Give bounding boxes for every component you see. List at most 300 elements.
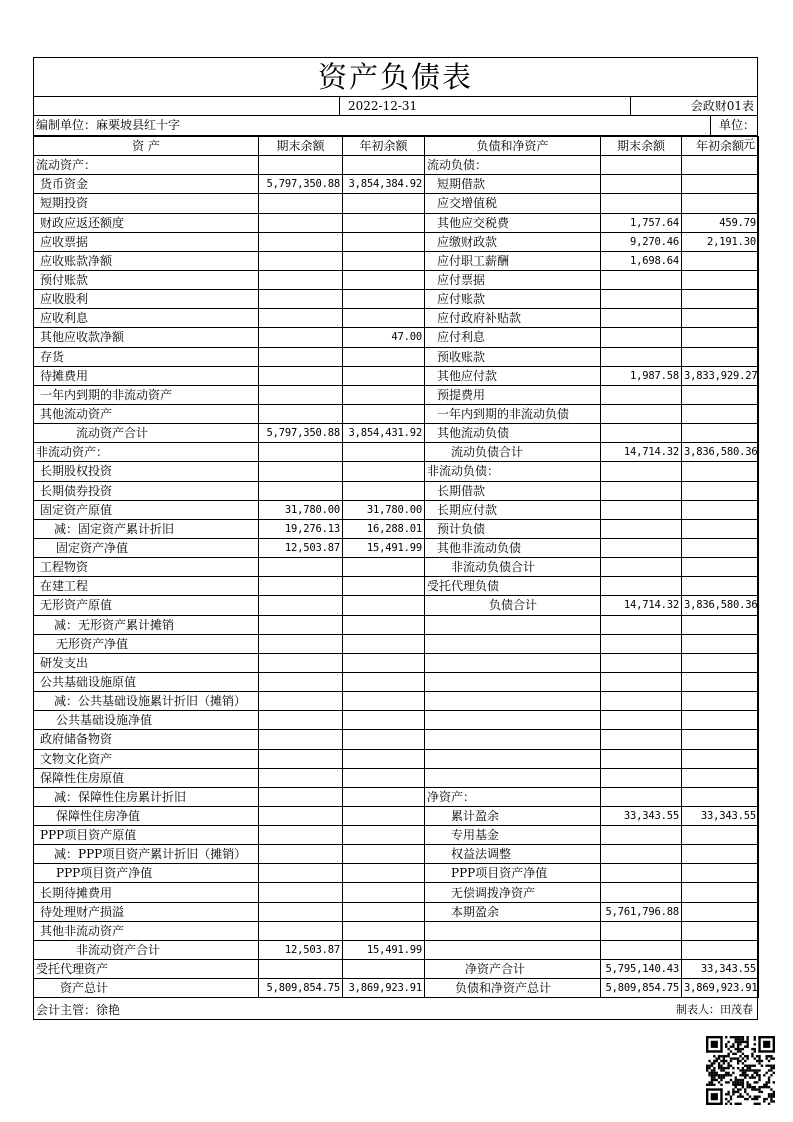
liability-item-label: 本期盈余 xyxy=(425,902,601,921)
amount-cell xyxy=(343,845,425,864)
table-row xyxy=(34,385,759,404)
asset-item-label: 无形资产净值 xyxy=(34,634,259,653)
asset-item-label: 一年内到期的非流动资产 xyxy=(34,385,259,404)
amount-cell xyxy=(682,577,759,596)
asset-item-label: 受托代理资产 xyxy=(34,960,259,979)
amount-cell: 12,503.87 xyxy=(259,538,343,557)
table-row xyxy=(34,538,759,557)
liability-item-label: 应付票据 xyxy=(425,270,601,289)
amount-cell xyxy=(682,768,759,787)
amount-cell xyxy=(601,290,682,309)
amount-cell xyxy=(601,175,682,194)
amount-cell xyxy=(343,864,425,883)
liability-item-label: 预计负债 xyxy=(425,519,601,538)
asset-item-label: 待处理财产损溢 xyxy=(34,902,259,921)
table-row xyxy=(34,481,759,500)
liability-item-label: 长期借款 xyxy=(425,481,601,500)
amount-cell: 1,698.64 xyxy=(601,251,682,270)
amount-cell xyxy=(259,902,343,921)
liability-item-label: 应付政府补贴款 xyxy=(425,309,601,328)
table-row xyxy=(34,500,759,519)
asset-item-label: 资产总计 xyxy=(34,979,259,998)
amount-cell xyxy=(259,328,343,347)
amount-cell xyxy=(682,194,759,213)
column-header: 年初余额 xyxy=(682,137,759,156)
amount-cell: 3,833,929.27 xyxy=(682,366,759,385)
asset-item-label: 固定资产原值 xyxy=(34,500,259,519)
amount-cell xyxy=(601,768,682,787)
table-row xyxy=(34,826,759,845)
liability-item-label: 专用基金 xyxy=(425,826,601,845)
amount-cell xyxy=(682,385,759,404)
table-row xyxy=(34,290,759,309)
liability-item-label xyxy=(425,921,601,940)
liability-item-label xyxy=(425,768,601,787)
amount-cell xyxy=(343,711,425,730)
amount-cell: 2,191.30 xyxy=(682,232,759,251)
amount-cell xyxy=(682,251,759,270)
form-code: 会政财01表 xyxy=(690,99,754,113)
asset-item-label: 保障性住房原值 xyxy=(34,768,259,787)
liability-item-label: 流动负债合计 xyxy=(425,443,601,462)
amount-cell: 3,869,923.91 xyxy=(682,979,759,998)
asset-item-label: 其他非流动资产 xyxy=(34,921,259,940)
amount-cell xyxy=(343,481,425,500)
unit-label: 单位：元 xyxy=(718,118,755,151)
amount-cell xyxy=(601,538,682,557)
liability-item-label: 流动负债： xyxy=(425,156,601,175)
asset-item-label: 工程物资 xyxy=(34,558,259,577)
asset-item-label: 应收股利 xyxy=(34,290,259,309)
table-row xyxy=(34,749,759,768)
amount-cell xyxy=(682,692,759,711)
amount-cell xyxy=(343,672,425,691)
amount-cell xyxy=(259,309,343,328)
amount-cell xyxy=(259,711,343,730)
amount-cell xyxy=(601,424,682,443)
amount-cell xyxy=(601,692,682,711)
amount-cell xyxy=(259,653,343,672)
amount-cell xyxy=(259,213,343,232)
amount-cell xyxy=(259,481,343,500)
liability-item-label: PPP项目资产净值 xyxy=(425,864,601,883)
table-row xyxy=(34,270,759,289)
asset-item-label: 文物文化资产 xyxy=(34,749,259,768)
amount-cell xyxy=(343,749,425,768)
liability-item-label: 预收账款 xyxy=(425,347,601,366)
amount-cell xyxy=(259,692,343,711)
amount-cell xyxy=(682,404,759,423)
amount-cell: 5,761,796.88 xyxy=(601,902,682,921)
amount-cell xyxy=(343,634,425,653)
amount-cell: 14,714.32 xyxy=(601,443,682,462)
amount-cell xyxy=(682,462,759,481)
amount-cell xyxy=(343,156,425,175)
amount-cell xyxy=(343,730,425,749)
table-row xyxy=(34,711,759,730)
amount-cell xyxy=(259,672,343,691)
org-label: 编制单位：麻栗坡县红十字 xyxy=(36,118,181,132)
amount-cell xyxy=(601,156,682,175)
asset-item-label: 研发支出 xyxy=(34,653,259,672)
liability-item-label: 负债和净资产总计 xyxy=(425,979,601,998)
amount-cell xyxy=(682,826,759,845)
table-row xyxy=(34,902,759,921)
table-row xyxy=(34,328,759,347)
amount-cell xyxy=(259,462,343,481)
amount-cell xyxy=(601,347,682,366)
table-row xyxy=(34,979,759,998)
amount-cell xyxy=(343,960,425,979)
amount-cell xyxy=(343,270,425,289)
amount-cell: 47.00 xyxy=(343,328,425,347)
amount-cell xyxy=(682,902,759,921)
asset-item-label: 待摊费用 xyxy=(34,366,259,385)
asset-item-label: 应收票据 xyxy=(34,232,259,251)
liability-item-label: 无偿调拨净资产 xyxy=(425,883,601,902)
amount-cell: 33,343.55 xyxy=(682,806,759,825)
amount-cell xyxy=(601,845,682,864)
table-row xyxy=(34,921,759,940)
amount-cell xyxy=(601,711,682,730)
amount-cell xyxy=(343,443,425,462)
amount-cell xyxy=(601,385,682,404)
table-row xyxy=(34,787,759,806)
amount-cell xyxy=(259,845,343,864)
liability-item-label xyxy=(425,940,601,959)
amount-cell xyxy=(259,787,343,806)
liability-item-label xyxy=(425,711,601,730)
asset-item-label: 减：PPP项目资产累计折旧（摊销） xyxy=(34,845,259,864)
liability-item-label: 累计盈余 xyxy=(425,806,601,825)
amount-cell xyxy=(682,883,759,902)
amount-cell xyxy=(682,328,759,347)
amount-cell xyxy=(259,347,343,366)
liability-item-label: 应付利息 xyxy=(425,328,601,347)
asset-item-label: 固定资产净值 xyxy=(34,538,259,557)
column-header: 负债和净资产 xyxy=(425,137,601,156)
liability-item-label: 权益法调整 xyxy=(425,845,601,864)
table-row xyxy=(34,940,759,959)
amount-cell xyxy=(259,864,343,883)
table-row xyxy=(34,347,759,366)
amount-cell xyxy=(682,309,759,328)
amount-cell xyxy=(601,328,682,347)
amount-cell xyxy=(601,462,682,481)
amount-cell xyxy=(601,577,682,596)
amount-cell xyxy=(682,519,759,538)
table-row xyxy=(34,806,759,825)
amount-cell xyxy=(601,921,682,940)
asset-item-label: 应收利息 xyxy=(34,309,259,328)
asset-item-label: PPP项目资产净值 xyxy=(34,864,259,883)
asset-item-label: 在建工程 xyxy=(34,577,259,596)
liability-item-label: 应缴财政款 xyxy=(425,232,601,251)
qr-code xyxy=(706,1036,775,1105)
table-row xyxy=(34,864,759,883)
column-header: 资 产 xyxy=(34,137,259,156)
amount-cell: 9,270.46 xyxy=(601,232,682,251)
liability-item-label xyxy=(425,749,601,768)
amount-cell xyxy=(343,826,425,845)
amount-cell xyxy=(259,960,343,979)
amount-cell xyxy=(259,404,343,423)
table-row xyxy=(34,634,759,653)
table-row xyxy=(34,577,759,596)
amount-cell xyxy=(601,826,682,845)
asset-item-label: 应收账款净额 xyxy=(34,251,259,270)
accountant-label: 会计主管：徐艳 xyxy=(36,1003,121,1017)
amount-cell xyxy=(259,194,343,213)
amount-cell xyxy=(682,615,759,634)
amount-cell xyxy=(343,347,425,366)
table-row xyxy=(34,730,759,749)
amount-cell xyxy=(343,366,425,385)
report-date: 2022-12-31 xyxy=(348,99,418,113)
amount-cell: 16,288.01 xyxy=(343,519,425,538)
amount-cell: 1,987.58 xyxy=(601,366,682,385)
liability-item-label xyxy=(425,692,601,711)
asset-item-label: 财政应返还额度 xyxy=(34,213,259,232)
table-row xyxy=(34,462,759,481)
amount-cell: 5,797,350.88 xyxy=(259,424,343,443)
amount-cell xyxy=(259,615,343,634)
liability-item-label: 净资产： xyxy=(425,787,601,806)
asset-item-label: 长期债券投资 xyxy=(34,481,259,500)
amount-cell xyxy=(601,672,682,691)
amount-cell xyxy=(601,730,682,749)
amount-cell: 3,836,580.36 xyxy=(682,596,759,615)
amount-cell xyxy=(259,634,343,653)
amount-cell xyxy=(343,462,425,481)
title-row xyxy=(34,58,757,97)
amount-cell xyxy=(682,270,759,289)
amount-cell xyxy=(259,806,343,825)
amount-cell: 19,276.13 xyxy=(259,519,343,538)
amount-cell xyxy=(682,864,759,883)
amount-cell xyxy=(259,826,343,845)
amount-cell xyxy=(259,443,343,462)
liability-item-label: 其他应付款 xyxy=(425,366,601,385)
footer-row xyxy=(34,1001,757,1019)
amount-cell xyxy=(682,175,759,194)
amount-cell xyxy=(682,711,759,730)
balance-sheet xyxy=(33,57,758,1020)
amount-cell: 3,836,580.36 xyxy=(682,443,759,462)
page-title: 资产负债表 xyxy=(317,60,473,94)
column-header: 期末余额 xyxy=(259,137,343,156)
amount-cell: 5,795,140.43 xyxy=(601,960,682,979)
amount-cell xyxy=(343,806,425,825)
amount-cell xyxy=(601,481,682,500)
amount-cell xyxy=(682,290,759,309)
table-row xyxy=(34,558,759,577)
table-row xyxy=(34,175,759,194)
table-row xyxy=(34,443,759,462)
amount-cell xyxy=(259,730,343,749)
amount-cell xyxy=(682,653,759,672)
amount-cell xyxy=(601,634,682,653)
liability-item-label: 其他非流动负债 xyxy=(425,538,601,557)
amount-cell: 31,780.00 xyxy=(259,500,343,519)
amount-cell xyxy=(259,596,343,615)
table-row xyxy=(34,424,759,443)
amount-cell xyxy=(343,290,425,309)
asset-item-label: 流动资产： xyxy=(34,156,259,175)
column-header: 期末余额 xyxy=(601,137,682,156)
amount-cell xyxy=(601,940,682,959)
amount-cell xyxy=(343,596,425,615)
amount-cell: 15,491.99 xyxy=(343,538,425,557)
amount-cell xyxy=(682,481,759,500)
amount-cell xyxy=(259,251,343,270)
amount-cell xyxy=(601,653,682,672)
liability-item-label: 短期借款 xyxy=(425,175,601,194)
amount-cell xyxy=(682,921,759,940)
amount-cell: 3,854,384.92 xyxy=(343,175,425,194)
amount-cell: 33,343.55 xyxy=(682,960,759,979)
table-row xyxy=(34,768,759,787)
amount-cell xyxy=(259,921,343,940)
table-row xyxy=(34,596,759,615)
amount-cell xyxy=(259,558,343,577)
amount-cell xyxy=(343,213,425,232)
amount-cell xyxy=(601,615,682,634)
amount-cell xyxy=(343,653,425,672)
column-header: 年初余额 xyxy=(343,137,425,156)
amount-cell xyxy=(343,232,425,251)
amount-cell xyxy=(682,156,759,175)
asset-item-label: 长期待摊费用 xyxy=(34,883,259,902)
table-row xyxy=(34,251,759,270)
asset-item-label: 货币资金 xyxy=(34,175,259,194)
amount-cell xyxy=(682,424,759,443)
amount-cell xyxy=(343,902,425,921)
asset-item-label: 无形资产原值 xyxy=(34,596,259,615)
amount-cell: 3,854,431.92 xyxy=(343,424,425,443)
amount-cell xyxy=(343,692,425,711)
liability-item-label: 其他应交税费 xyxy=(425,213,601,232)
amount-cell xyxy=(259,768,343,787)
amount-cell xyxy=(601,309,682,328)
asset-item-label: 减：无形资产累计摊销 xyxy=(34,615,259,634)
table-row xyxy=(34,672,759,691)
table-header-row xyxy=(34,137,759,156)
preparer-label: 制表人：田茂春 xyxy=(676,1003,753,1016)
table-row xyxy=(34,194,759,213)
table-row xyxy=(34,366,759,385)
amount-cell: 459.79 xyxy=(682,213,759,232)
amount-cell xyxy=(601,883,682,902)
asset-item-label: 政府储备物资 xyxy=(34,730,259,749)
asset-item-label: 其他流动资产 xyxy=(34,404,259,423)
amount-cell xyxy=(601,519,682,538)
liability-item-label: 应交增值税 xyxy=(425,194,601,213)
amount-cell xyxy=(343,787,425,806)
liability-item-label: 长期应付款 xyxy=(425,500,601,519)
amount-cell: 5,797,350.88 xyxy=(259,175,343,194)
amount-cell xyxy=(601,787,682,806)
amount-cell xyxy=(682,672,759,691)
asset-item-label: 非流动资产： xyxy=(34,443,259,462)
report-date-cell xyxy=(339,97,631,115)
asset-item-label: 非流动资产合计 xyxy=(34,940,259,959)
asset-item-label: 短期投资 xyxy=(34,194,259,213)
asset-item-label: 其他应收款净额 xyxy=(34,328,259,347)
asset-item-label: 减：公共基础设施累计折旧（摊销） xyxy=(34,692,259,711)
amount-cell xyxy=(343,194,425,213)
asset-item-label: 存货 xyxy=(34,347,259,366)
amount-cell xyxy=(259,883,343,902)
amount-cell xyxy=(601,558,682,577)
amount-cell xyxy=(343,309,425,328)
table-row xyxy=(34,960,759,979)
asset-item-label: 减：固定资产累计折旧 xyxy=(34,519,259,538)
amount-cell xyxy=(259,156,343,175)
amount-cell xyxy=(259,366,343,385)
amount-cell xyxy=(682,558,759,577)
liability-item-label xyxy=(425,634,601,653)
amount-cell xyxy=(259,749,343,768)
asset-item-label: 公共基础设施原值 xyxy=(34,672,259,691)
liability-item-label: 应付职工薪酬 xyxy=(425,251,601,270)
asset-item-label: 预付账款 xyxy=(34,270,259,289)
amount-cell: 15,491.99 xyxy=(343,940,425,959)
amount-cell xyxy=(682,347,759,366)
liability-item-label: 非流动负债： xyxy=(425,462,601,481)
amount-cell xyxy=(259,577,343,596)
liability-item-label xyxy=(425,615,601,634)
table-row xyxy=(34,615,759,634)
amount-cell xyxy=(343,404,425,423)
table-row xyxy=(34,213,759,232)
liability-item-label: 非流动负债合计 xyxy=(425,558,601,577)
amount-cell xyxy=(601,194,682,213)
table-row xyxy=(34,845,759,864)
amount-cell xyxy=(343,615,425,634)
amount-cell xyxy=(601,749,682,768)
amount-cell xyxy=(601,500,682,519)
table-row xyxy=(34,883,759,902)
amount-cell: 5,809,854.75 xyxy=(601,979,682,998)
amount-cell xyxy=(343,883,425,902)
amount-cell xyxy=(682,730,759,749)
amount-cell xyxy=(259,385,343,404)
liability-item-label xyxy=(425,730,601,749)
asset-item-label: PPP项目资产原值 xyxy=(34,826,259,845)
amount-cell: 14,714.32 xyxy=(601,596,682,615)
amount-cell xyxy=(343,768,425,787)
amount-cell xyxy=(601,864,682,883)
asset-item-label: 公共基础设施净值 xyxy=(34,711,259,730)
amount-cell xyxy=(259,290,343,309)
table-row xyxy=(34,309,759,328)
table-row xyxy=(34,232,759,251)
amount-cell xyxy=(682,940,759,959)
amount-cell xyxy=(343,558,425,577)
amount-cell xyxy=(343,251,425,270)
asset-item-label: 减：保障性住房累计折旧 xyxy=(34,787,259,806)
amount-cell xyxy=(601,404,682,423)
amount-cell xyxy=(682,845,759,864)
amount-cell xyxy=(682,500,759,519)
amount-cell xyxy=(682,787,759,806)
liability-item-label: 应付账款 xyxy=(425,290,601,309)
amount-cell xyxy=(343,921,425,940)
liability-item-label: 其他流动负债 xyxy=(425,424,601,443)
amount-cell xyxy=(601,270,682,289)
asset-item-label: 保障性住房净值 xyxy=(34,806,259,825)
